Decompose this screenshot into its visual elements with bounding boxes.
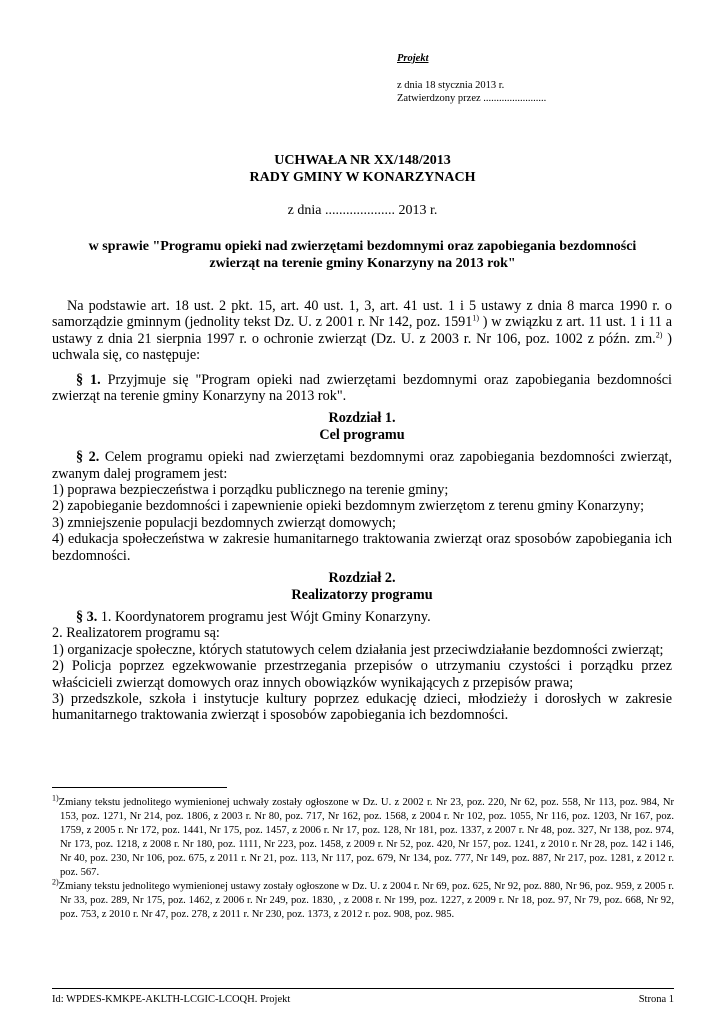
document-title [0,152,725,186]
section-2: § 2. Celem programu opieki nad zwierzętami bezdomnymi oraz zapobiegania bezdomności zwierząt, zwanym dalej programem jest: [52,449,673,482]
projekt-label: Projekt [397,53,429,64]
header-date: z dnia 18 stycznia 2013 r. [397,80,505,91]
footnotes [52,793,674,922]
footer-divider [52,988,674,989]
list-item: 2) Policja poprzez egzekwowanie przestrzegania przepisów o utrzymaniu czystości i porządku przez właścicieli zwierząt domowych oraz innych obowiązków wynikających z przepisów prawa; [52,658,672,691]
list-item: 1) organizacje społeczne, których statutowych celem działania jest przeciwdziałanie bezdomności zwierząt; [52,641,664,658]
header-approved: Zatwierdzony przez ........................ [397,93,547,104]
list-item: 4) edukacja społeczeństwa w zakresie humanitarnego traktowania zwierząt oraz sposobów zapobiegania ich bezdomności. [52,531,672,564]
subject [70,238,655,272]
section-3-line-2: 2. Realizatorem programu są: [52,625,220,642]
title-line-2: RADY GMINY W KONARZYNACH [249,170,476,185]
section-3: § 3. 1. Koordynatorem programu jest Wójt Gminy Konarzyny. [76,608,431,625]
title-line-1: UCHWAŁA NR XX/148/2013 [274,153,451,168]
footnote-1: $^{1)}$Zmiany tekstu jednolitego wymienionej uchwały zostały ogłoszone w Dz. U. z 2002 r. Nr 23, poz. 220, Nr 62, poz. 558, Nr 113, poz. 984, Nr 153, poz. 1271, Nr 214, poz. 1806, z 2003 r. Nr 80, poz. 717, Nr 162, poz. 1568, z 2004 r. Nr 102, poz. 1055, Nr 116, poz. 1203, Nr 167, poz. 1759, z 2005 r. Nr 172, poz. 1441, Nr 175, poz. 1457, z 2006 r. Nr 17, poz. 128, Nr 181, poz. 1337, z 2007 r. Nr 48, poz. 327, Nr 138, poz. 974, Nr 173, poz. 1218, z 2008 r. Nr 180, poz. 1111, Nr 223, poz. 1458, z 2009 r. Nr 52, poz. 420, Nr 157, poz. 1241, z 2010 r. Nr 28, poz. 142 i 146, Nr 40, poz. 230, Nr 106, poz. 675, z 2011 r. Nr 21, poz. 113, Nr 117, poz. 679, Nr 134, poz. 777, Nr 149, poz. 887, Nr 217, poz. 1281, z 2012 r. poz. 567. [52,793,674,878]
list-item: 2) zapobieganie bezdomności i zapewnienie opieki bezdomnym zwierzętom z terenu gminy Konarzyny; [52,498,645,515]
chapter-1-title: Cel programu [319,426,405,443]
subject-line-2: zwierząt na terenie gminy Konarzyny na 2013 rok" [209,256,516,271]
list-item: 1) poprawa bezpieczeństwa i porządku publicznego na terenie gminy; [52,482,449,499]
preamble: Na podstawie art. 18 ust. 2 pkt. 15, art. 40 ust. 1, 3, art. 41 ust. 1 i 5 ustawy z dnia 8 marca 1990 r. o samorządzie gminnym (jednolity tekst Dz. U. z 2001 r. Nr 142, poz. 1591$^{1)}$ ) w związku z art. 11 ust. 1 i 11 a ustawy z dnia 21 sierpnia 1997 r. o ochronie zwierząt (Dz. U. z 2003 r. Nr 106, poz. 1002 z późn. zm.$^{2)}$ ) uchwala się, co następuje: [52,298,672,364]
chapter-1-number: Rozdział 1. [328,410,396,427]
footnote-ref-2: 2) [655,330,663,340]
section-1: § 1. Przyjmuje się "Program opieki nad zwierzętami bezdomnymi oraz zapobiegania bezdomności zwierząt na terenie gminy Konarzyny na 2013 rok". [52,371,672,405]
list-item: 3) zmniejszenie populacji bezdomnych zwierząt domowych; [52,514,396,531]
document-id: Id: WPDES-KMKPE-AKLTH-LCGIC-LCOQH. Projekt [52,994,291,1005]
resolution-date: z dnia .................... 2013 r. [287,203,438,218]
footnote-divider [52,787,227,788]
footnote-2: $^{2)}$Zmiany tekstu jednolitego wymienionej ustawy zostały ogłoszone w Dz. U. z 2004 r. Nr 69, poz. 625, Nr 92, poz. 880, Nr 96, poz. 959, z 2005 r. Nr 33, poz. 289, Nr 175, poz. 1462, z 2006 r. Nr 249, poz. 1830, , z 2008 r. Nr 199, poz. 1227, z 2009 r. Nr 18, poz. 97, Nr 79, poz. 668, Nr 92, poz. 753, z 2010 r. Nr 47, poz. 278, z 2011 r. Nr 230, poz. 1373, z 2012 r. poz. 908, poz. 985. [52,877,674,920]
chapter-2-title: Realizatorzy programu [291,586,433,603]
chapter-2-number: Rozdział 2. [328,570,396,587]
page-number: Strona 1 [638,994,674,1005]
document-body [52,298,672,724]
subject-line-1: w sprawie "Programu opieki nad zwierzętami bezdomnymi oraz zapobiegania bezdomności [88,239,637,254]
list-item: 3) przedszkole, szkoła i instytucje kultury poprzez edukację dzieci, młodzieży i dorosłych w zakresie humanitarnego traktowania zwierząt i sposobów zapobiegania ich bezdomności. [52,690,672,724]
footnote-ref-1: 1) [472,313,480,323]
header-block [397,52,546,105]
